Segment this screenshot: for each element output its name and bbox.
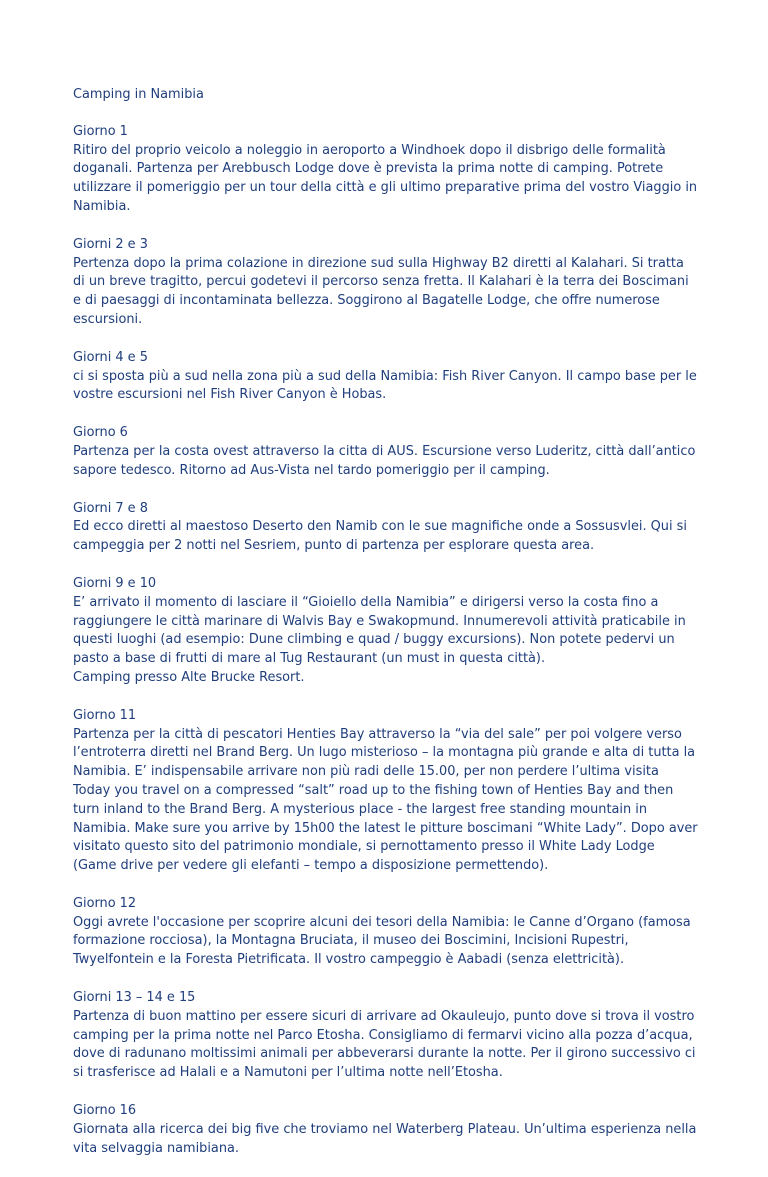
section-giorno-11 — [73, 707, 698, 876]
section-giorno-16 — [73, 1102, 698, 1158]
document-page — [73, 86, 698, 1177]
section-heading: Giorno 1 — [73, 123, 128, 139]
section-giorni-2-3 — [73, 236, 698, 330]
section-heading: Giorni 13 – 14 e 15 — [73, 990, 196, 1006]
section-paragraph: ci si sposta più a sud nella zona più a sud della Namibia: Fish River Canyon. Il campo base per le vostre escursioni nel Fish River Canyon è Hobas. — [73, 368, 697, 403]
section-giorni-9-10 — [73, 575, 698, 688]
section-giorno-6 — [73, 424, 698, 480]
section-paragraph: Ritiro del proprio veicolo a noleggio in aeroporto a Windhoek dopo il disbrigo delle formalità doganali. Partenza per Arebbusch Lodge dove è prevista la prima notte di camping. Potrete utilizzare il pomeriggio per un tour della città e gli ultimo preparative prima del vostro Viaggio in Namibia. — [73, 142, 698, 214]
section-paragraph: Oggi avrete l'occasione per scoprire alcuni dei tesori della Namibia: le Canne d’Organo (famosa formazione rocciosa), la Montagna Bruciata, il museo dei Boscimini, Incisioni Rupestri, Twyelfontein e la Foresta Pietrificata. Il vostro campeggio è Aabadi (senza elettricità). — [73, 914, 691, 968]
section-paragraph: Partenza di buon mattino per essere sicuri di arrivare ad Okauleujo, punto dove si trova il vostro camping per la prima notte nel Parco Etosha. Consigliamo di fermarvi vicino alla pozza d’acqua, dove di radunano moltissimi animali per abbeverarsi durante la notte. Per il girono successivo ci si trasferisce ad Halali e a Namutoni per l’ultima notte nell’Etosha. — [73, 1008, 696, 1081]
section-giorni-13-15 — [73, 989, 698, 1083]
section-paragraph: Camping presso Alte Brucke Resort. — [73, 669, 305, 685]
section-heading: Giorni 2 e 3 — [73, 236, 148, 252]
section-paragraph: Partenza per la città di pescatori Henties Bay attraverso la “via del sale” per poi volgere verso l’entroterra diretti nel Brand Berg. Un lugo misterioso – la montagna più grande e alta di tutta la Namibia. E’ indispensabile arrivare non più radi delle 15.00, per non perdere l’ultima visita Today you travel on a compressed “salt” road up to the fishing town of Henties Bay and then turn inland to the Brand Berg. A mysterious place - the largest free standing mountain in Namibia. Make sure you arrive by 15h00 the latest le pitture boscimani “White Lady”. Dopo aver visitato questo sito del patrimonio mondiale, si pernottamento presso il White Lady Lodge (Game drive per vedere gli elefanti – tempo a disposizione permettendo). — [73, 726, 698, 874]
section-paragraph: Giornata alla ricerca dei big five che troviamo nel Waterberg Plateau. Un’ultima esperienza nella vita selvaggia namibiana. — [73, 1121, 697, 1156]
section-giorni-7-8 — [73, 500, 698, 556]
section-paragraph: E’ arrivato il momento di lasciare il “Gioiello della Namibia” e dirigersi verso la costa fino a raggiungere le città marinare di Walvis Bay e Swakopmund. Innumerevoli attività praticabile in questi luoghi (ad esempio: Dune climbing e quad / buggy excursions). Non potete pedervi un pasto a base di frutti di mare al Tug Restaurant (un must in questa città). — [73, 594, 686, 667]
section-heading: Giorni 9 e 10 — [73, 575, 157, 591]
section-heading: Giorno 12 — [73, 895, 137, 911]
document-title: Camping in Namibia — [73, 87, 204, 102]
section-heading: Giorni 7 e 8 — [73, 500, 148, 516]
section-giorni-4-5 — [73, 349, 698, 405]
section-paragraph: Pertenza dopo la prima colazione in direzione sud sulla Highway B2 diretti al Kalahari. Si tratta di un breve tragitto, percui godetevi il percorso senza fretta. Il Kalahari è la terra dei Boscimani e di paesaggi di incontaminata bellezza. Soggirono al Bagatelle Lodge, che offre numerose escursioni. — [73, 255, 689, 327]
section-heading: Giorno 16 — [73, 1103, 137, 1119]
section-giorno-12 — [73, 895, 698, 970]
section-heading: Giorno 11 — [73, 707, 137, 723]
section-giorno-1 — [73, 123, 698, 217]
section-paragraph: Partenza per la costa ovest attraverso la citta di AUS. Escursione verso Luderitz, città dall’antico sapore tedesco. Ritorno ad Aus-Vista nel tardo pomeriggio per il camping. — [73, 443, 696, 478]
section-paragraph: Ed ecco diretti al maestoso Deserto den Namib con le sue magnifiche onde a Sossusvlei. Qui si campeggia per 2 notti nel Sesriem, punto di partenza per esplorare questa area. — [73, 519, 687, 554]
section-heading: Giorni 4 e 5 — [73, 349, 148, 365]
section-heading: Giorno 6 — [73, 425, 128, 441]
